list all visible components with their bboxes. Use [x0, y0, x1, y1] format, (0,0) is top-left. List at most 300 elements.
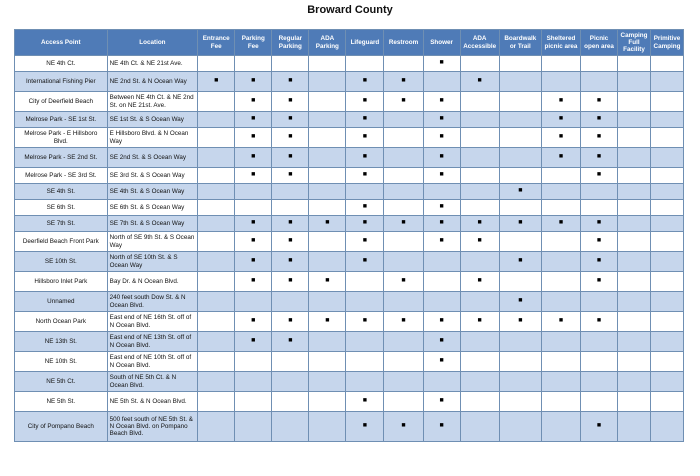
access-point-cell: Melrose Park - SE 3rd St. — [15, 168, 108, 184]
amenity-available-mark: ■ — [460, 216, 499, 232]
amenity-empty-cell — [198, 292, 235, 312]
amenity-empty-cell — [384, 148, 423, 168]
amenity-empty-cell — [650, 128, 683, 148]
amenity-available-mark: ■ — [423, 352, 460, 372]
amenity-empty-cell — [423, 184, 460, 200]
amenity-available-mark: ■ — [235, 168, 272, 184]
table-row — [15, 412, 684, 442]
amenity-available-mark: ■ — [272, 252, 309, 272]
amenity-available-mark: ■ — [346, 92, 384, 112]
table-row — [15, 92, 684, 112]
amenity-empty-cell — [581, 72, 618, 92]
amenity-empty-cell — [541, 292, 580, 312]
amenity-available-mark: ■ — [346, 72, 384, 92]
amenity-empty-cell — [423, 252, 460, 272]
amenity-empty-cell — [384, 292, 423, 312]
amenity-empty-cell — [235, 412, 272, 442]
amenity-available-mark: ■ — [346, 148, 384, 168]
amenity-empty-cell — [198, 56, 235, 72]
amenity-available-mark: ■ — [581, 216, 618, 232]
amenity-empty-cell — [309, 252, 346, 272]
amenity-empty-cell — [346, 352, 384, 372]
amenity-empty-cell — [198, 168, 235, 184]
amenity-empty-cell — [346, 292, 384, 312]
amenity-empty-cell — [384, 252, 423, 272]
amenity-available-mark: ■ — [423, 216, 460, 232]
amenity-empty-cell — [235, 200, 272, 216]
amenity-empty-cell — [460, 168, 499, 184]
amenity-empty-cell — [460, 184, 499, 200]
amenity-available-mark: ■ — [423, 112, 460, 128]
access-point-cell: NE 5th Ct. — [15, 372, 108, 392]
amenity-empty-cell — [309, 292, 346, 312]
amenity-empty-cell — [309, 184, 346, 200]
amenity-empty-cell — [618, 168, 651, 184]
amenity-empty-cell — [309, 92, 346, 112]
table-row — [15, 232, 684, 252]
access-point-cell: Deerfield Beach Front Park — [15, 232, 108, 252]
amenity-available-mark: ■ — [235, 148, 272, 168]
amenity-available-mark: ■ — [346, 200, 384, 216]
amenity-empty-cell — [198, 312, 235, 332]
column-header: Sheltered picnic area — [541, 30, 580, 56]
access-point-cell: NE 13th St. — [15, 332, 108, 352]
amenity-available-mark: ■ — [272, 272, 309, 292]
column-header: Regular Parking — [272, 30, 309, 56]
header-row — [15, 30, 684, 56]
amenity-empty-cell — [499, 72, 541, 92]
amenity-empty-cell — [618, 412, 651, 442]
amenity-empty-cell — [650, 148, 683, 168]
amenity-available-mark: ■ — [346, 252, 384, 272]
amenity-empty-cell — [460, 200, 499, 216]
table-row — [15, 312, 684, 332]
amenity-empty-cell — [384, 56, 423, 72]
table-row — [15, 332, 684, 352]
access-point-cell: NE 10th St. — [15, 352, 108, 372]
amenity-empty-cell — [460, 252, 499, 272]
table-row — [15, 112, 684, 128]
amenity-empty-cell — [618, 216, 651, 232]
access-point-cell: City of Pompano Beach — [15, 412, 108, 442]
amenity-available-mark: ■ — [423, 92, 460, 112]
amenity-empty-cell — [309, 128, 346, 148]
amenity-available-mark: ■ — [499, 216, 541, 232]
amenity-empty-cell — [650, 392, 683, 412]
table-row — [15, 216, 684, 232]
amenity-available-mark: ■ — [272, 72, 309, 92]
column-header: ADA Accessible — [460, 30, 499, 56]
amenity-empty-cell — [272, 352, 309, 372]
column-header: Entrance Fee — [198, 30, 235, 56]
amenity-available-mark: ■ — [541, 128, 580, 148]
location-cell: SE 2nd St. & S Ocean Way — [107, 148, 198, 168]
amenity-empty-cell — [650, 312, 683, 332]
amenity-empty-cell — [499, 112, 541, 128]
amenity-empty-cell — [198, 128, 235, 148]
amenity-empty-cell — [198, 184, 235, 200]
column-header: Lifeguard — [346, 30, 384, 56]
amenity-empty-cell — [650, 112, 683, 128]
amenity-empty-cell — [309, 392, 346, 412]
access-point-cell: SE 7th St. — [15, 216, 108, 232]
amenity-empty-cell — [541, 200, 580, 216]
beach-access-table — [14, 29, 684, 442]
access-point-cell: Hillsboro Inlet Park — [15, 272, 108, 292]
amenity-empty-cell — [499, 372, 541, 392]
amenity-available-mark: ■ — [581, 92, 618, 112]
column-header: Camping Full Facility — [618, 30, 651, 56]
amenity-empty-cell — [618, 372, 651, 392]
amenity-empty-cell — [198, 200, 235, 216]
amenity-empty-cell — [198, 352, 235, 372]
amenity-empty-cell — [272, 56, 309, 72]
amenity-available-mark: ■ — [541, 92, 580, 112]
amenity-available-mark: ■ — [581, 312, 618, 332]
amenity-empty-cell — [272, 200, 309, 216]
amenity-empty-cell — [618, 128, 651, 148]
amenity-available-mark: ■ — [272, 128, 309, 148]
amenity-empty-cell — [384, 184, 423, 200]
amenity-empty-cell — [272, 392, 309, 412]
amenity-available-mark: ■ — [423, 168, 460, 184]
amenity-empty-cell — [541, 412, 580, 442]
access-point-cell: SE 10th St. — [15, 252, 108, 272]
amenity-empty-cell — [423, 272, 460, 292]
amenity-empty-cell — [235, 56, 272, 72]
amenity-empty-cell — [309, 332, 346, 352]
amenity-empty-cell — [198, 148, 235, 168]
access-point-cell: Melrose Park - SE 2nd St. — [15, 148, 108, 168]
amenity-empty-cell — [541, 232, 580, 252]
amenity-empty-cell — [346, 56, 384, 72]
amenity-empty-cell — [198, 332, 235, 352]
amenity-empty-cell — [272, 292, 309, 312]
amenity-empty-cell — [235, 372, 272, 392]
column-header: Parking Fee — [235, 30, 272, 56]
amenity-available-mark: ■ — [423, 56, 460, 72]
amenity-empty-cell — [499, 56, 541, 72]
amenity-available-mark: ■ — [499, 184, 541, 200]
amenity-available-mark: ■ — [272, 216, 309, 232]
amenity-empty-cell — [618, 112, 651, 128]
amenity-empty-cell — [618, 72, 651, 92]
amenity-available-mark: ■ — [581, 412, 618, 442]
amenity-empty-cell — [618, 272, 651, 292]
amenity-empty-cell — [423, 372, 460, 392]
location-cell: SE 3rd St. & S Ocean Way — [107, 168, 198, 184]
amenity-empty-cell — [650, 412, 683, 442]
amenity-empty-cell — [346, 372, 384, 392]
column-header: Access Point — [15, 30, 108, 56]
location-cell: SE 7th St. & S Ocean Way — [107, 216, 198, 232]
amenity-available-mark: ■ — [581, 252, 618, 272]
amenity-empty-cell — [499, 412, 541, 442]
amenity-empty-cell — [499, 128, 541, 148]
amenity-empty-cell — [309, 168, 346, 184]
amenity-empty-cell — [460, 56, 499, 72]
page-title: Broward County — [307, 4, 393, 16]
amenity-empty-cell — [499, 272, 541, 292]
amenity-empty-cell — [384, 232, 423, 252]
amenity-empty-cell — [423, 292, 460, 312]
amenity-empty-cell — [499, 92, 541, 112]
amenity-empty-cell — [650, 272, 683, 292]
amenity-empty-cell — [618, 332, 651, 352]
amenity-available-mark: ■ — [581, 148, 618, 168]
amenity-available-mark: ■ — [309, 216, 346, 232]
amenity-available-mark: ■ — [309, 312, 346, 332]
amenity-empty-cell — [581, 56, 618, 72]
amenity-empty-cell — [460, 292, 499, 312]
amenity-empty-cell — [309, 72, 346, 92]
amenity-available-mark: ■ — [272, 168, 309, 184]
amenity-available-mark: ■ — [346, 216, 384, 232]
access-point-cell: Melrose Park - SE 1st St. — [15, 112, 108, 128]
location-cell: SE 1st St. & S Ocean Way — [107, 112, 198, 128]
amenity-empty-cell — [650, 252, 683, 272]
amenity-available-mark: ■ — [346, 392, 384, 412]
amenity-available-mark: ■ — [235, 72, 272, 92]
amenity-available-mark: ■ — [541, 216, 580, 232]
amenity-empty-cell — [541, 168, 580, 184]
amenity-empty-cell — [198, 392, 235, 412]
table-row — [15, 372, 684, 392]
location-cell: East end of NE 16th St. off of N Ocean Blvd. — [107, 312, 198, 332]
amenity-empty-cell — [618, 312, 651, 332]
amenity-empty-cell — [309, 352, 346, 372]
location-cell: North of SE 10th St. & S Ocean Way — [107, 252, 198, 272]
table-row — [15, 200, 684, 216]
amenity-available-mark: ■ — [384, 312, 423, 332]
amenity-available-mark: ■ — [309, 272, 346, 292]
access-point-cell: Unnamed — [15, 292, 108, 312]
amenity-empty-cell — [581, 184, 618, 200]
amenity-available-mark: ■ — [235, 128, 272, 148]
amenity-available-mark: ■ — [235, 252, 272, 272]
access-point-cell: SE 4th St. — [15, 184, 108, 200]
table-row — [15, 272, 684, 292]
amenity-available-mark: ■ — [235, 92, 272, 112]
amenity-empty-cell — [650, 200, 683, 216]
amenity-empty-cell — [618, 232, 651, 252]
amenity-available-mark: ■ — [384, 216, 423, 232]
access-point-cell: NE 5th St. — [15, 392, 108, 412]
amenity-empty-cell — [618, 352, 651, 372]
amenity-empty-cell — [235, 292, 272, 312]
amenity-empty-cell — [309, 372, 346, 392]
amenity-available-mark: ■ — [581, 272, 618, 292]
amenity-available-mark: ■ — [499, 312, 541, 332]
amenity-empty-cell — [460, 412, 499, 442]
amenity-available-mark: ■ — [460, 72, 499, 92]
amenity-empty-cell — [309, 56, 346, 72]
amenity-empty-cell — [460, 352, 499, 372]
amenity-available-mark: ■ — [423, 332, 460, 352]
amenity-empty-cell — [499, 232, 541, 252]
amenity-available-mark: ■ — [384, 72, 423, 92]
amenity-empty-cell — [618, 148, 651, 168]
amenity-empty-cell — [499, 168, 541, 184]
amenity-empty-cell — [309, 112, 346, 128]
location-cell: 500 feet south of NE 5th St. & N Ocean Blvd. on Pompano Beach Blvd. — [107, 412, 198, 442]
amenity-empty-cell — [650, 72, 683, 92]
amenity-available-mark: ■ — [235, 332, 272, 352]
table-header — [15, 30, 684, 56]
location-cell: Between NE 4th Ct. & NE 2nd St. on NE 21st. Ave. — [107, 92, 198, 112]
amenity-empty-cell — [650, 184, 683, 200]
amenity-empty-cell — [650, 352, 683, 372]
amenity-empty-cell — [499, 148, 541, 168]
amenity-empty-cell — [499, 332, 541, 352]
amenity-empty-cell — [650, 216, 683, 232]
location-cell: East end of NE 13th St. off of N Ocean Blvd. — [107, 332, 198, 352]
amenity-available-mark: ■ — [541, 312, 580, 332]
table-row — [15, 252, 684, 272]
amenity-available-mark: ■ — [346, 128, 384, 148]
amenity-empty-cell — [235, 352, 272, 372]
location-cell: NE 4th Ct. & NE 21st Ave. — [107, 56, 198, 72]
amenity-empty-cell — [272, 412, 309, 442]
amenity-empty-cell — [541, 372, 580, 392]
amenity-available-mark: ■ — [460, 272, 499, 292]
table-row — [15, 352, 684, 372]
amenity-available-mark: ■ — [423, 312, 460, 332]
amenity-empty-cell — [618, 252, 651, 272]
amenity-empty-cell — [618, 200, 651, 216]
location-cell: Bay Dr. & N Ocean Blvd. — [107, 272, 198, 292]
access-point-cell: Melrose Park - E Hillsboro Blvd. — [15, 128, 108, 148]
amenity-empty-cell — [423, 72, 460, 92]
amenity-available-mark: ■ — [581, 168, 618, 184]
amenity-empty-cell — [581, 292, 618, 312]
table-row — [15, 56, 684, 72]
amenity-available-mark: ■ — [235, 216, 272, 232]
amenity-empty-cell — [198, 92, 235, 112]
table-row — [15, 128, 684, 148]
amenity-empty-cell — [309, 232, 346, 252]
amenity-empty-cell — [460, 372, 499, 392]
amenity-empty-cell — [618, 56, 651, 72]
amenity-empty-cell — [384, 112, 423, 128]
amenity-empty-cell — [460, 392, 499, 412]
amenity-available-mark: ■ — [423, 148, 460, 168]
amenity-empty-cell — [235, 184, 272, 200]
column-header: Picnic open area — [581, 30, 618, 56]
amenity-empty-cell — [541, 56, 580, 72]
amenity-empty-cell — [618, 292, 651, 312]
amenity-available-mark: ■ — [272, 232, 309, 252]
table-body — [15, 56, 684, 442]
amenity-empty-cell — [272, 372, 309, 392]
amenity-empty-cell — [581, 372, 618, 392]
amenity-empty-cell — [618, 184, 651, 200]
table-row — [15, 292, 684, 312]
amenity-empty-cell — [460, 148, 499, 168]
amenity-empty-cell — [541, 272, 580, 292]
location-cell: East end of NE 10th St. off of N Ocean Blvd. — [107, 352, 198, 372]
amenity-empty-cell — [198, 232, 235, 252]
location-cell: NE 5th St. & N Ocean Blvd. — [107, 392, 198, 412]
amenity-available-mark: ■ — [272, 332, 309, 352]
column-header: Boardwalk or Trail — [499, 30, 541, 56]
column-header: Shower — [423, 30, 460, 56]
amenity-empty-cell — [384, 392, 423, 412]
location-cell: North of SE 9th St. & S Ocean Way — [107, 232, 198, 252]
amenity-available-mark: ■ — [272, 148, 309, 168]
amenity-empty-cell — [541, 252, 580, 272]
location-cell: SE 4th St. & S Ocean Way — [107, 184, 198, 200]
amenity-available-mark: ■ — [235, 112, 272, 128]
amenity-empty-cell — [618, 392, 651, 412]
amenity-available-mark: ■ — [423, 200, 460, 216]
amenity-available-mark: ■ — [423, 232, 460, 252]
amenity-empty-cell — [650, 332, 683, 352]
location-cell: E Hillsboro Blvd. & N Ocean Way — [107, 128, 198, 148]
column-header: Restroom — [384, 30, 423, 56]
amenity-available-mark: ■ — [235, 232, 272, 252]
location-cell: 240 feet south Dow St. & N Ocean Blvd. — [107, 292, 198, 312]
amenity-available-mark: ■ — [346, 112, 384, 128]
amenity-available-mark: ■ — [499, 252, 541, 272]
amenity-available-mark: ■ — [346, 412, 384, 442]
amenity-empty-cell — [198, 372, 235, 392]
amenity-available-mark: ■ — [346, 232, 384, 252]
amenity-available-mark: ■ — [346, 168, 384, 184]
amenity-empty-cell — [198, 412, 235, 442]
amenity-empty-cell — [581, 200, 618, 216]
amenity-empty-cell — [309, 148, 346, 168]
table-row — [15, 184, 684, 200]
amenity-empty-cell — [198, 272, 235, 292]
access-point-cell: SE 6th St. — [15, 200, 108, 216]
amenity-empty-cell — [541, 352, 580, 372]
amenity-available-mark: ■ — [460, 232, 499, 252]
amenity-empty-cell — [384, 332, 423, 352]
amenity-empty-cell — [198, 112, 235, 128]
column-header: Primitive Camping — [650, 30, 683, 56]
amenity-available-mark: ■ — [198, 72, 235, 92]
amenity-empty-cell — [618, 92, 651, 112]
amenity-empty-cell — [650, 292, 683, 312]
amenity-empty-cell — [650, 372, 683, 392]
table-row — [15, 148, 684, 168]
amenity-empty-cell — [384, 128, 423, 148]
amenity-empty-cell — [650, 168, 683, 184]
access-point-cell: North Ocean Park — [15, 312, 108, 332]
amenity-available-mark: ■ — [581, 128, 618, 148]
amenity-empty-cell — [309, 412, 346, 442]
amenity-empty-cell — [384, 200, 423, 216]
amenity-available-mark: ■ — [272, 92, 309, 112]
amenity-available-mark: ■ — [423, 412, 460, 442]
amenity-available-mark: ■ — [581, 232, 618, 252]
amenity-available-mark: ■ — [384, 272, 423, 292]
amenity-empty-cell — [541, 392, 580, 412]
amenity-empty-cell — [235, 392, 272, 412]
amenity-available-mark: ■ — [235, 312, 272, 332]
amenity-empty-cell — [384, 168, 423, 184]
amenity-empty-cell — [460, 332, 499, 352]
amenity-empty-cell — [581, 352, 618, 372]
amenity-empty-cell — [650, 232, 683, 252]
amenity-empty-cell — [541, 72, 580, 92]
amenity-available-mark: ■ — [235, 272, 272, 292]
table-row — [15, 168, 684, 184]
amenity-available-mark: ■ — [499, 292, 541, 312]
access-point-cell: NE 4th Ct. — [15, 56, 108, 72]
amenity-available-mark: ■ — [460, 312, 499, 332]
